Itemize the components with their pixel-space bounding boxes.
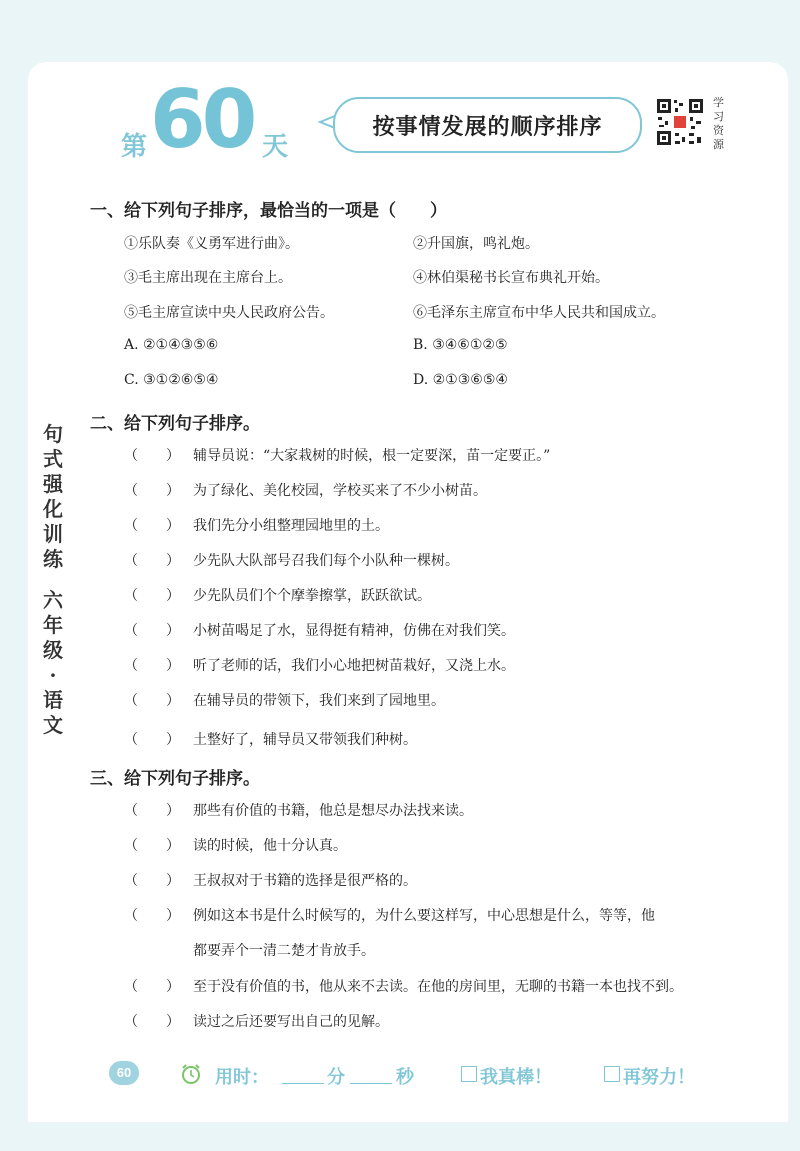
q1-item-1: ①乐队奏《义勇军进行曲》。 — [124, 236, 299, 252]
great-label: 我真棒！ — [480, 1067, 552, 1088]
side-book-title: 句式强化训练 — [43, 422, 63, 571]
side-subject: 语文 — [43, 688, 63, 737]
alarm-clock-icon — [180, 1063, 202, 1085]
q1-option-c[interactable]: C. ③①②⑥⑤④ — [124, 372, 219, 388]
q1-option-a[interactable]: A. ②①④③⑤⑥ — [124, 337, 219, 353]
q2-answer-1[interactable]: （ ） — [124, 448, 180, 464]
try-again-label: 再努力！ — [623, 1067, 695, 1088]
side-dot: · — [49, 663, 57, 687]
q2-answer-3[interactable]: （ ） — [124, 518, 180, 534]
q1-option-b[interactable]: B. ③④⑥①②⑤ — [413, 337, 508, 353]
minutes-label: 分 — [327, 1067, 345, 1088]
q1-item-3: ③毛主席出现在主席台上。 — [124, 270, 292, 286]
q2-answer-7[interactable]: （ ） — [124, 658, 180, 674]
q3-answer-6[interactable]: （ ） — [124, 1014, 180, 1030]
day-prefix: 第 — [121, 132, 148, 162]
q2-answer-6[interactable]: （ ） — [124, 623, 180, 639]
q3-item-5: 至于没有价值的书，他从来不去读。在他的房间里，无聊的书籍一本也找不到。 — [193, 979, 683, 995]
q3-item-1: 那些有价值的书籍，他总是想尽办法找来读。 — [193, 803, 473, 819]
q3-heading: 三、给下列句子排序。 — [90, 769, 260, 789]
q3-item-6: 读过之后还要写出自己的见解。 — [193, 1014, 389, 1030]
q1-option-d[interactable]: D. ②①③⑥⑤④ — [413, 372, 508, 388]
q2-answer-4[interactable]: （ ） — [124, 553, 180, 569]
page-number: 60 — [109, 1061, 139, 1085]
q2-answer-9[interactable]: （ ） — [124, 732, 180, 748]
q2-item-3: 我们先分小组整理园地里的土。 — [193, 518, 389, 534]
q2-item-7: 听了老师的话，我们小心地把树苗栽好，又浇上水。 — [193, 658, 515, 674]
q2-item-8: 在辅导员的带领下，我们来到了园地里。 — [193, 693, 445, 709]
time-label: 用时： — [215, 1067, 269, 1088]
q1-item-5: ⑤毛主席宣读中央人民政府公告。 — [124, 305, 334, 321]
q1-item-4: ④林伯渠秘书长宣布典礼开始。 — [413, 270, 609, 286]
q2-heading: 二、给下列句子排序。 — [90, 414, 260, 434]
lesson-title-box — [333, 97, 642, 153]
q3-item-2: 读的时候，他十分认真。 — [193, 838, 347, 854]
side-grade: 六年级 — [43, 588, 63, 662]
q2-item-6: 小树苗喝足了水，显得挺有精神，仿佛在对我们笑。 — [193, 623, 515, 639]
q2-item-1: 辅导员说：“大家栽树的时候，根一定要深，苗一定要正。” — [193, 448, 551, 464]
q2-answer-2[interactable]: （ ） — [124, 483, 180, 499]
q3-item-4: 例如这本书是什么时候写的，为什么要这样写，中心思想是什么，等等，他 — [193, 908, 655, 924]
q3-item-3: 王叔叔对于书籍的选择是很严格的。 — [193, 873, 417, 889]
q2-answer-5[interactable]: （ ） — [124, 588, 180, 604]
qr-code-icon[interactable] — [655, 97, 705, 147]
seconds-blank[interactable] — [350, 1083, 392, 1084]
q3-answer-3[interactable]: （ ） — [124, 873, 180, 889]
minutes-blank[interactable] — [282, 1083, 324, 1084]
q1-item-6: ⑥毛泽东主席宣布中华人民共和国成立。 — [413, 305, 665, 321]
qr-caption: 学习资源 — [713, 96, 724, 151]
q3-answer-4[interactable]: （ ） — [124, 908, 180, 924]
q2-item-2: 为了绿化、美化校园，学校买来了不少小树苗。 — [193, 483, 487, 499]
q3-answer-1[interactable]: （ ） — [124, 803, 180, 819]
q3-answer-5[interactable]: （ ） — [124, 979, 180, 995]
q2-item-9: 土整好了，辅导员又带领我们种树。 — [193, 732, 417, 748]
try-again-checkbox[interactable] — [604, 1066, 620, 1082]
q3-item-4-continued: 都要弄个一清二楚才肯放手。 — [193, 943, 375, 959]
great-checkbox[interactable] — [461, 1066, 477, 1082]
q1-item-2: ②升国旗，鸣礼炮。 — [413, 236, 539, 252]
q3-answer-2[interactable]: （ ） — [124, 838, 180, 854]
q2-answer-8[interactable]: （ ） — [124, 693, 180, 709]
day-suffix: 天 — [262, 132, 289, 162]
seconds-label: 秒 — [396, 1067, 414, 1088]
q1-heading: 一、给下列句子排序，最恰当的一项是（ ） — [90, 201, 447, 221]
q2-item-4: 少先队大队部号召我们每个小队种一棵树。 — [193, 553, 459, 569]
lesson-title: 按事情发展的顺序排序 — [372, 113, 603, 140]
side-label — [40, 422, 66, 738]
day-number: 60 — [150, 73, 254, 166]
q2-item-5: 少先队员们个个摩拳擦掌，跃跃欲试。 — [193, 588, 431, 604]
